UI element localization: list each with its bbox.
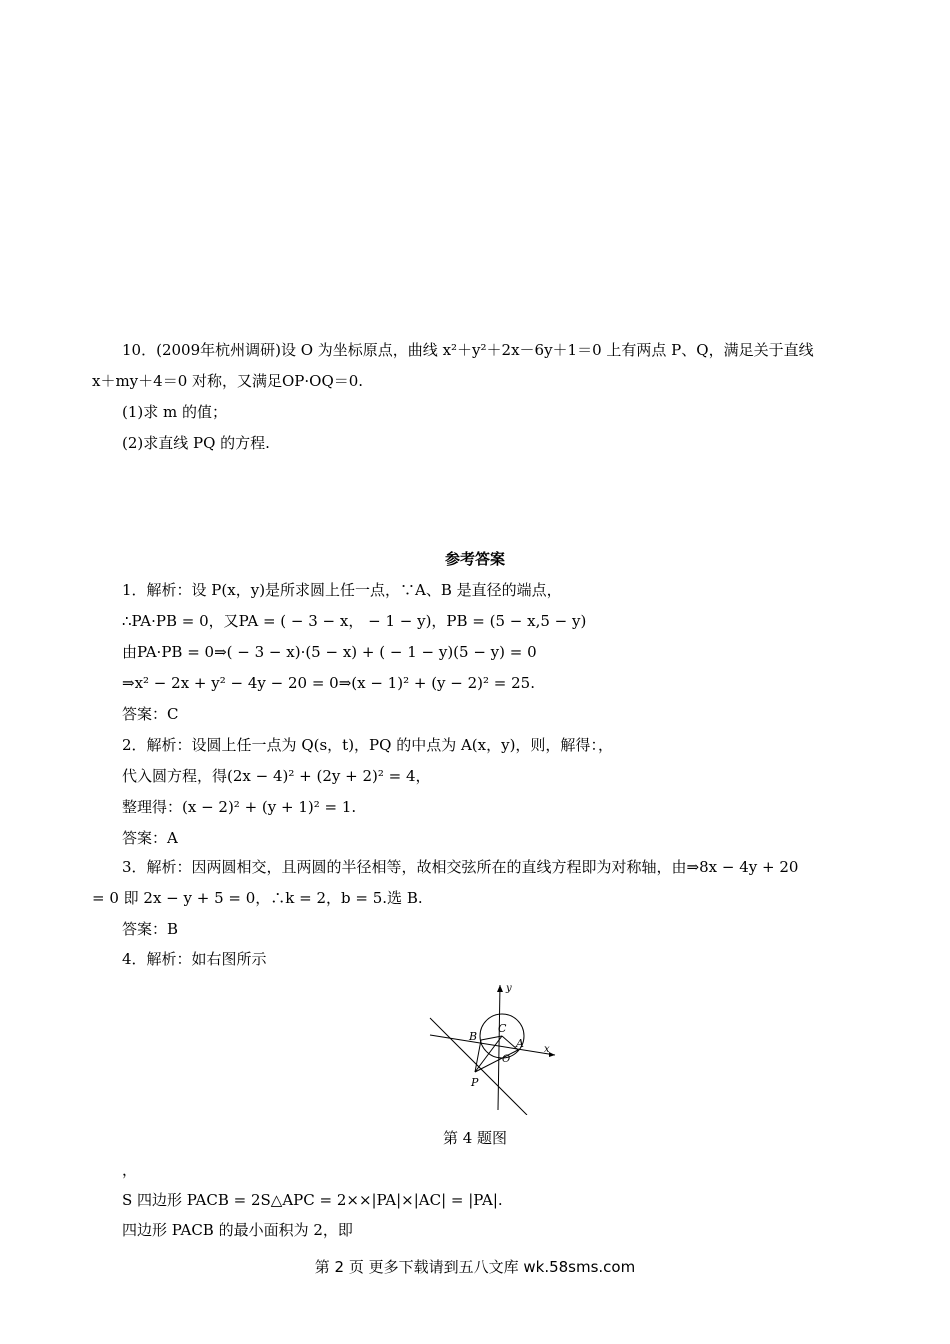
answer-4-line2: S 四边形 PACB = 2S△APC = 2××|PA|×|AC| = |PA|. [122,1191,503,1209]
figure-y-axis [498,985,500,1110]
figure-segment-PA [475,1050,518,1072]
answer-3-result: 答案：B [122,920,179,938]
answer-4-comma: ， [122,1161,138,1179]
page-footer: 第 2 页 更多下载请到五八文库 wk.58sms.com [314,1258,636,1276]
answer-4-line1: 4．解析：如右图所示 [122,950,267,968]
problem-10-question2: (2)求直线 PQ 的方程. [122,434,270,452]
figure-segment-PC [475,1036,502,1072]
figure-label-P: P [471,1076,479,1089]
figure-4-caption: 第 4 题图 [442,1129,508,1147]
figure-label-y: y [506,983,512,994]
answer-2-line1: 2．解析：设圆上任一点为 Q(s，t)，PQ 的中点为 A(x，y)，则，解得：， [122,736,613,754]
answer-2-line3: 整理得：(x − 2)² + (y + 1)² = 1. [122,798,357,816]
answer-4-line3: 四边形 PACB 的最小面积为 2，即 [122,1221,353,1239]
figure-label-O: O [502,1054,511,1065]
problem-10-line1: 10．(2009年杭州调研)设 O 为坐标原点，曲线 x²＋y²＋2x－6y＋1＝0 上有两点 P、Q，满足关于直线 [122,341,814,359]
problem-10-question1: (1)求 m 的值； [122,403,228,421]
answer-3-line2: = 0 即 2x − y + 5 = 0，∴k = 2，b = 5.选 B. [92,889,423,907]
figure-label-C: C [498,1022,507,1035]
problem-10-line2: x＋my＋4＝0 对称，又满足OP·OQ＝0. [92,372,364,390]
answer-1-line1: 1．解析：设 P(x，y)是所求圆上任一点，∵A、B 是直径的端点， [122,581,562,599]
figure-y-arrow [497,985,503,992]
answer-1-line2: ∴PA·PB = 0，又PA = ( − 3 − x， − 1 − y)，PB = (5 − x,5 − y) [122,612,587,630]
answer-2-line2: 代入圆方程，得(2x − 4)² + (2y + 2)² = 4， [122,767,431,785]
figure-label-A: A [516,1037,524,1050]
answer-3-line1: 3．解析：因两圆相交，且两圆的半径相等，故相交弦所在的直线方程即为对称轴，由⇒8x − 4y + 20 [122,858,799,876]
answer-1-result: 答案：C [122,705,179,723]
answers-title: 参考答案 [444,550,505,568]
figure-4-diagram [425,980,560,1115]
answer-2-result: 答案：A [122,829,178,847]
answer-1-line3: 由PA·PB = 0⇒( − 3 − x)·(5 − x) + ( − 1 − y)(5 − y) = 0 [122,643,537,661]
figure-label-B: B [469,1030,478,1043]
figure-label-x: x [544,1044,550,1055]
answer-1-line4: ⇒x² − 2x + y² − 4y − 20 = 0⇒(x − 1)² + (y − 2)² = 25. [122,674,535,692]
